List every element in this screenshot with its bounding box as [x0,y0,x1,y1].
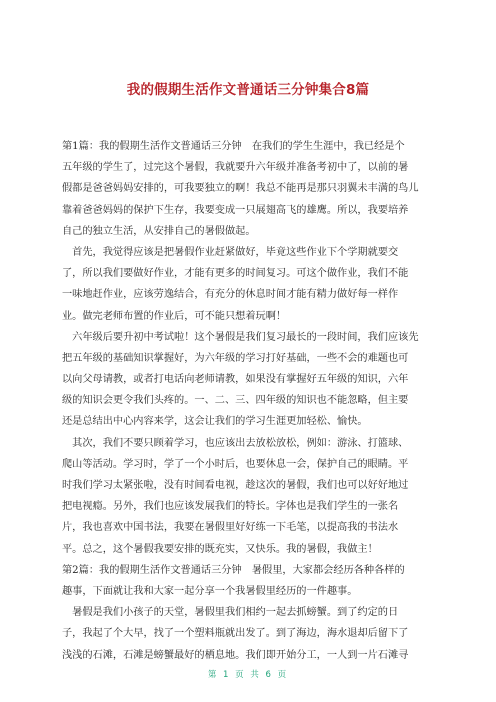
page-number: 第 1 页 共 6 页 [207,670,289,680]
text-line: 第2篇：我的假期生活作文普通话三分钟 暑假里，大家都会经历各种各样的 [62,564,405,576]
text-line: 第1篇：我的假期生活作文普通话三分钟 在我们的学生生涯中，我已经是个 [62,141,405,152]
text-line: 时我们学习太紧张啦，没有时间看电视，趁这次的暑假，我们也可以好好地过 [62,480,409,491]
text-line: 片，我也喜欢中国书法，我要在暑假里好好练一下毛笔，以提高我的书法水 [62,522,399,534]
text-line: 一味地赶作业，应该劳逸结合，有充分的休息时间才能有精力做好每一样作 [62,289,399,301]
text-line: 把五年级的基础知识掌握好，为六年级的学习打好基础，一些不会的难题也可 [62,352,409,364]
text-line: 假都是爸爸妈妈安排的，可我要独立的啊！我总不能再是那只羽翼未丰满的鸟儿 [62,183,419,195]
text-line: 浅浅的石滩，石滩是螃蟹最好的栖息地。我们即开始分工，一人到一片石滩寻 [62,649,409,661]
text-line: 首先，我觉得应该是把暑假作业赶紧做好，毕竟这些作业下个学期就要交 [62,246,399,258]
text-line: 五年级的学生了，过完这个暑假，我就要升六年级并准备考初中了，以前的暑 [62,162,409,174]
text-line: 爬山等活动。学习时，学了一个小时后，也要休息一会，保护自己的眼睛。平 [62,458,409,470]
text-line: 靠着爸爸妈妈的保护下生存，我要变成一只展翅高飞的雄鹰。所以，我要培养 [62,204,409,216]
article-body [62,136,436,666]
page-title: 我的假期生活作文普通话三分钟集合8篇 [126,82,370,98]
text-line: 其次，我们不要只顾着学习，也应该出去放松放松，例如：游泳、打篮球、 [62,437,409,449]
text-line: 以向父母请教，或者打电话向老师请教，如果没有掌握好五年级的知识，六年 [62,374,409,386]
text-line: 自己的独立生活，从安排自己的暑假做起。 [62,225,256,237]
text-line: 趣事，下面就让我和大家一起分享一个我暑假里经历的一件趣事。 [62,585,358,597]
text-line: 级的知识会更令我们头疼的。一、二、三、四年级的知识也不能忽略，但主要 [62,395,409,407]
text-line: 子，我起了个大早，找了一个塑料瓶就出发了。到了海边，海水退却后留下了 [62,628,409,640]
text-line: 平。总之，这个暑假我要安排的既充实，又快乐。我的暑假，我做主！ [62,543,378,555]
text-line: 暑假是我们小孩子的天堂，暑假里我们相约一起去抓螃蟹。到了约定的日 [62,607,399,619]
text-line: 业。做完老师布置的作业后，可不能只想着玩啊！ [62,310,287,322]
text-line: 六年级后要升初中考试啦！这个暑假是我们复习最长的一段时间，我们应该先 [62,331,419,343]
text-line: 了，所以我们要做好作业，才能有更多的时间复习。可这个做作业，我们不能 [62,268,409,280]
text-line: 还是总结出中心内容来学，这会让我们的学习生涯更加轻松、愉快。 [62,416,368,428]
text-line: 把电视瘾。另外，我们也应该发展我们的特长。字体也是我们学生的一张名 [62,501,399,513]
